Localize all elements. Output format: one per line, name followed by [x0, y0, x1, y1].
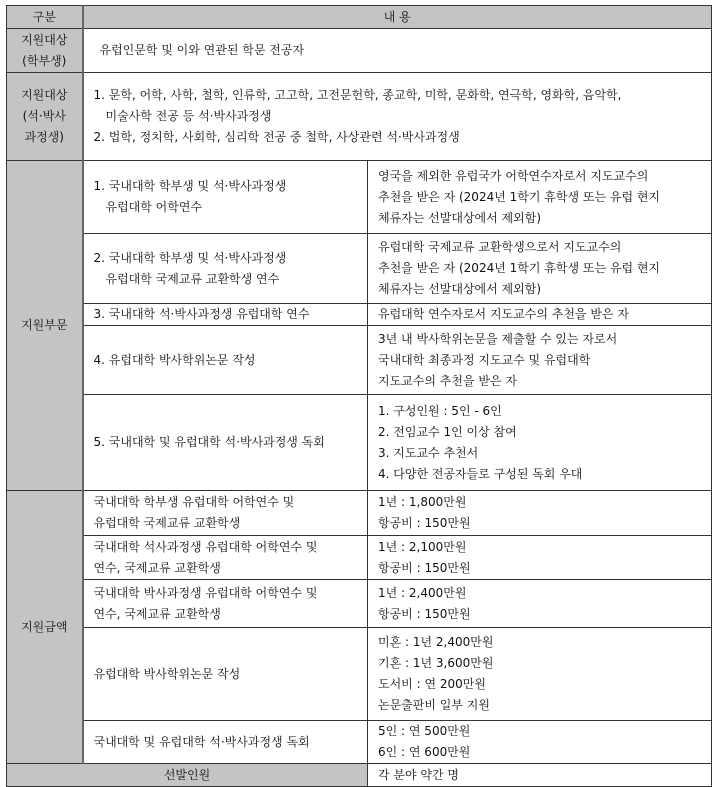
- header-content: 내 용: [83, 6, 712, 29]
- item-detail: [368, 580, 712, 628]
- grad-line: 2. 법학, 정치학, 사회학, 심리학 전공 중 철학, 사상관련 석·박사과정생: [93, 130, 460, 144]
- item-name: [83, 536, 368, 580]
- item-detail: [368, 234, 712, 304]
- item-name-line: 연수, 국제교류 교환학생: [93, 560, 221, 575]
- item-detail-line: 지도교수의 추천을 받은 자: [378, 373, 517, 388]
- grad-line: 1. 문학, 어학, 사학, 철학, 인류학, 고고학, 고전문헌학, 종교학, 미학, 문화학, 연극학, 영화학, 음악학,: [93, 88, 622, 102]
- item-name: [83, 491, 368, 536]
- item-name: [83, 395, 368, 491]
- support-sections-row: [7, 161, 712, 234]
- support-amounts-label: 지원금액: [7, 491, 83, 764]
- item-name-line: 1. 국내대학 학부생 및 석·박사과정생: [93, 179, 287, 193]
- item-detail-line: 1년 : 2,100만원: [378, 539, 467, 554]
- selection-value: 각 분야 약간 명: [368, 764, 712, 787]
- item-name-line: 국내대학 석사과정생 유럽대학 어학연수 및: [93, 539, 318, 554]
- item-detail: [368, 491, 712, 536]
- item-name: [83, 326, 368, 395]
- item-detail-line: 6인 : 연 600만원: [378, 745, 471, 759]
- item-detail-line: 미혼 : 1년 2,400만원: [378, 635, 494, 649]
- support-amounts-row: [7, 580, 712, 628]
- item-detail: [368, 536, 712, 580]
- item-name-line: 3. 국내대학 석·박사과정생 유럽대학 연수: [93, 307, 310, 321]
- selection-row: [7, 764, 712, 787]
- item-detail-line: 기혼 : 1년 3,600만원: [378, 656, 494, 670]
- grad-line: 미술사학 전공 등 석·박사과정생: [105, 109, 272, 123]
- item-detail-line: 추천을 받은 자 (2024년 1학기 휴학생 또는 유럽 현지: [378, 261, 661, 275]
- item-detail: [368, 161, 712, 234]
- header-row: [7, 6, 712, 29]
- item-detail: [368, 326, 712, 395]
- item-detail: [368, 721, 712, 764]
- item-detail-line: 국내대학 최종과정 지도교수 및 유럽대학: [378, 352, 591, 367]
- item-name: [83, 161, 368, 234]
- item-name-line: 5. 국내대학 및 유럽대학 석·박사과정생 독회: [93, 435, 325, 449]
- item-name: [83, 721, 368, 764]
- item-name-line: 유럽대학 어학연수: [105, 200, 203, 214]
- item-detail-line: 3년 내 박사학위논문을 제출할 수 있는 자로서: [378, 331, 618, 346]
- item-detail: [368, 395, 712, 491]
- item-detail-line: 2. 전임교수 1인 이상 참여: [378, 424, 517, 439]
- item-detail-line: 항공비 : 150만원: [378, 516, 471, 530]
- item-name: [83, 304, 368, 326]
- label-line: (석·박사: [22, 109, 66, 123]
- item-detail-line: 4. 다양한 전공자들로 구성된 독회 우대: [378, 466, 583, 481]
- support-sections-row: [7, 395, 712, 491]
- item-detail-line: 도서비 : 연 200만원: [378, 677, 486, 691]
- item-detail-line: 3. 지도교수 추천서: [378, 445, 479, 460]
- item-name-line: 4. 유럽대학 박사학위논문 작성: [93, 352, 256, 367]
- item-detail-line: 1년 : 1,800만원: [378, 495, 467, 509]
- item-detail-line: 유럽대학 국제교류 교환학생으로서 지도교수의: [378, 240, 622, 254]
- item-name-line: 2. 국내대학 학부생 및 석·박사과정생: [93, 250, 287, 265]
- item-detail-line: 1. 구성인원 : 5인 - 6인: [378, 403, 502, 418]
- item-name: [83, 628, 368, 721]
- item-name-line: 유럽대학 박사학위논문 작성: [93, 666, 241, 681]
- item-name-line: 유럽대학 국제교류 교환학생 연수: [105, 271, 280, 286]
- item-detail-line: 체류자는 선발대상에서 제외함): [378, 282, 542, 296]
- selection-label: 선발인원: [7, 764, 368, 787]
- item-detail-line: 항공비 : 150만원: [378, 560, 471, 575]
- item-name: [83, 234, 368, 304]
- item-name: [83, 580, 368, 628]
- item-name-line: 유럽대학 국제교류 교환학생: [93, 516, 241, 530]
- label-line: 지원대상: [21, 88, 68, 102]
- header-category: 구분: [7, 6, 83, 29]
- label-line: (학부생): [22, 53, 67, 68]
- support-sections-row: [7, 234, 712, 304]
- undergrad-content: 유럽인문학 및 이와 연관된 학문 전공자: [83, 29, 712, 73]
- item-detail-line: 유럽대학 연수자로서 지도교수의 추천을 받은 자: [378, 307, 629, 321]
- undergrad-label: [7, 29, 83, 73]
- support-amounts-row: [7, 536, 712, 580]
- grad-label: [7, 73, 83, 161]
- support-amounts-row: [7, 628, 712, 721]
- program-table: [6, 5, 712, 787]
- support-amounts-row: [7, 491, 712, 536]
- grad-row: [7, 73, 712, 161]
- item-name-line: 국내대학 박사과정생 유럽대학 어학연수 및: [93, 585, 318, 600]
- support-amounts: [7, 491, 712, 764]
- item-detail: [368, 628, 712, 721]
- item-detail-line: 체류자는 선발대상에서 제외함): [378, 210, 542, 225]
- item-detail-line: 영국을 제외한 유럽국가 어학연수자로서 지도교수의: [378, 168, 649, 183]
- item-name-line: 국내대학 및 유럽대학 석·박사과정생 독회: [93, 734, 310, 749]
- support-sections: [7, 161, 712, 491]
- item-detail: [368, 304, 712, 326]
- label-line: 지원대상: [21, 32, 68, 47]
- label-line: 과정생): [24, 130, 64, 144]
- undergrad-row: [7, 29, 712, 73]
- item-detail-line: 1년 : 2,400만원: [378, 585, 467, 600]
- support-amounts-row: [7, 721, 712, 764]
- item-detail-line: 항공비 : 150만원: [378, 606, 471, 621]
- support-sections-row: [7, 304, 712, 326]
- item-name-line: 국내대학 학부생 유럽대학 어학연수 및: [93, 495, 295, 509]
- item-detail-line: 추천을 받은 자 (2024년 1학기 휴학생 또는 유럽 현지: [378, 189, 661, 204]
- item-detail-line: 5인 : 연 500만원: [378, 724, 471, 738]
- grad-content: [83, 73, 712, 161]
- item-detail-line: 논문출판비 일부 지원: [378, 698, 490, 712]
- support-sections-row: [7, 326, 712, 395]
- item-name-line: 연수, 국제교류 교환학생: [93, 606, 221, 621]
- support-sections-label: 지원부문: [7, 161, 83, 491]
